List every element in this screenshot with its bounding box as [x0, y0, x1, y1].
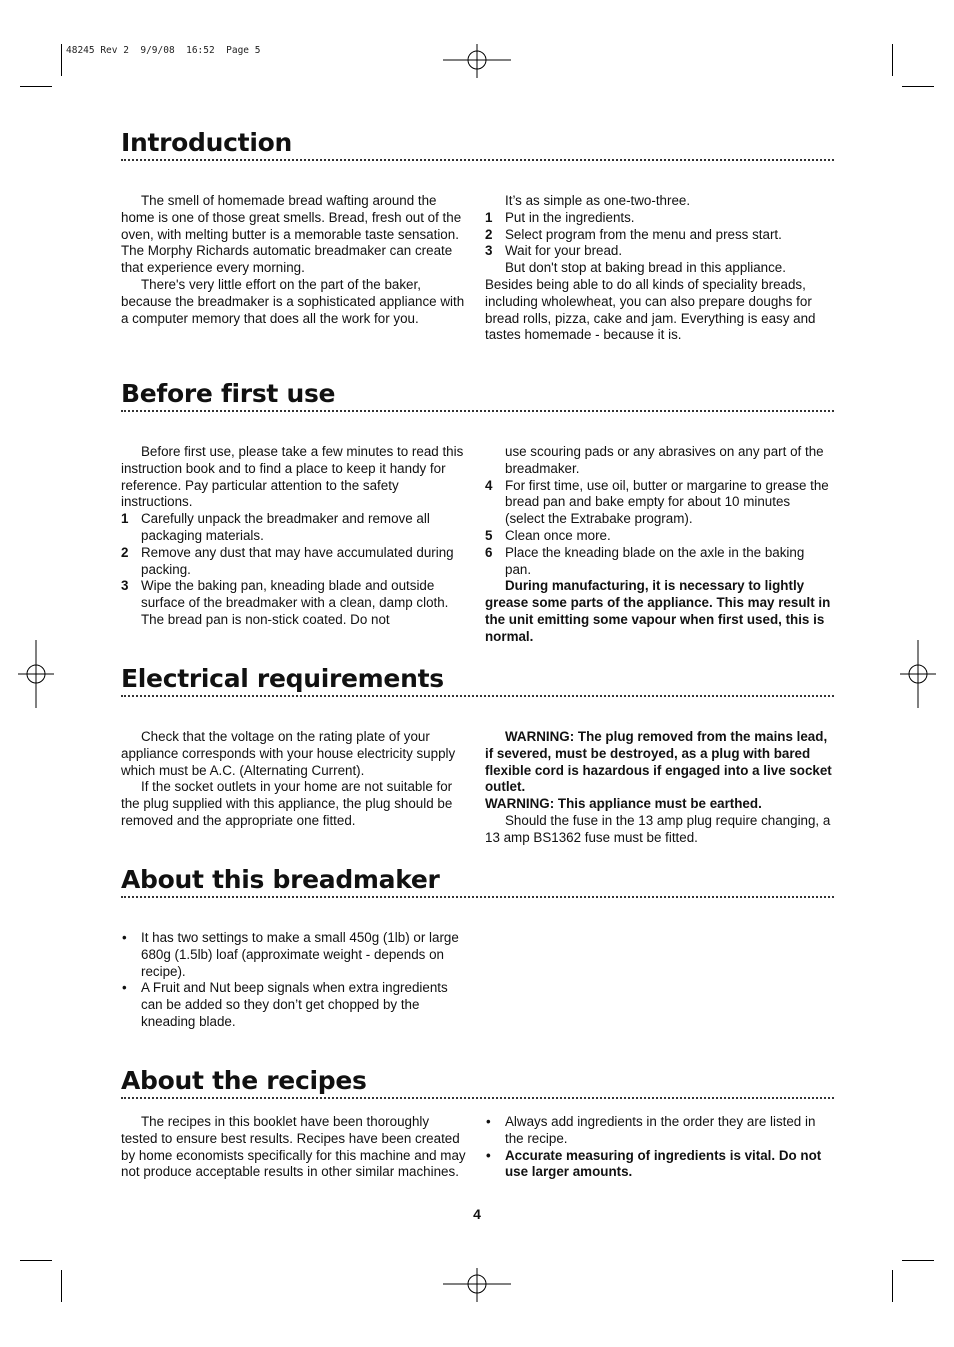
paragraph: The recipes in this booklet have been thoroughly tested to ensure best results. Recipes have been created by home economists specifically for this machine and may not produce acceptable results in other similar machines. — [121, 1114, 466, 1180]
step-number: 1 — [485, 209, 493, 225]
steps-list — [121, 511, 468, 629]
steps-list — [485, 210, 832, 260]
section-about-breadmaker — [121, 865, 834, 1029]
section-before-first-use — [121, 379, 834, 644]
list-item — [121, 545, 468, 579]
list-item — [485, 210, 832, 227]
column-left — [121, 729, 468, 830]
step-text: Wait for your bread. — [505, 243, 623, 259]
step-text: Carefully unpack the breadmaker and remove all packaging materials. — [141, 511, 430, 543]
registration-mark-right-icon — [900, 640, 936, 708]
dotted-rule — [121, 695, 834, 697]
bullet-list — [121, 930, 468, 1031]
step-number: 5 — [485, 527, 493, 543]
dotted-rule — [121, 410, 834, 412]
section-title: Before first use — [121, 379, 336, 408]
section-title: Introduction — [121, 128, 292, 157]
dotted-rule — [121, 159, 834, 161]
registration-mark-top-icon — [443, 44, 511, 78]
step-number: 4 — [485, 477, 493, 493]
warning-earthed: WARNING: This appliance must be earthed. — [485, 796, 762, 812]
step-number: 3 — [485, 243, 493, 259]
column-left — [121, 1114, 468, 1181]
crop-mark-bottom-left-h — [20, 1260, 52, 1261]
column-left — [121, 193, 468, 327]
bullet-text: It has two settings to make a small 450g (1lb) or large 680g (1.5lb) loaf (approximate weight - depends on recipe). — [141, 930, 459, 979]
step-continuation: use scouring pads or any abrasives on any part of the breadmaker. — [505, 444, 824, 476]
paragraph: It’s as simple as one-two-three. — [505, 193, 691, 208]
step-text: Wipe the baking pan, kneading blade and outside surface of the breadmaker with a clean, damp cloth. The bread pan is non-stick coated. Do not — [141, 578, 449, 627]
section-title: Electrical requirements — [121, 664, 444, 693]
list-item — [485, 478, 832, 528]
section-electrical-requirements — [121, 664, 834, 845]
paragraph: But don't stop at baking bread in this appliance. Besides being able to do all kinds of speciality breads, including wholewheat, you can also prepare doughs for bread rolls, pizza, cake and jam. Everything is easy and tastes homemade - because it is. — [485, 260, 816, 343]
step-text: Clean once more. — [505, 527, 611, 543]
crop-mark-bottom-right-h — [902, 1260, 934, 1261]
bullet-text: A Fruit and Nut beep signals when extra ingredients can be added so they don’t get chopped by the kneading blade. — [141, 980, 448, 1029]
crop-mark-top-left-v — [61, 44, 62, 76]
step-number: 6 — [485, 544, 493, 560]
section-introduction — [121, 128, 834, 343]
column-right — [485, 193, 832, 344]
section-title: About this breadmaker — [121, 865, 440, 894]
list-item — [485, 545, 832, 579]
dotted-rule — [121, 896, 834, 898]
step-text: Select program from the menu and press start. — [505, 226, 782, 242]
bullet-icon: • — [122, 980, 127, 996]
paragraph: The smell of homemade bread wafting around the home is one of those great smells. Bread, fresh out of the oven, with melting butter is a memorable taste sensation. The Morphy Richards automatic breadmaker can create that experience every morning. — [121, 193, 462, 276]
crop-mark-bottom-left-v — [61, 1270, 62, 1302]
registration-mark-bottom-icon — [443, 1268, 511, 1302]
column-left — [121, 930, 468, 1031]
list-item — [485, 528, 832, 545]
step-text: Remove any dust that may have accumulated during packing. — [141, 544, 454, 577]
column-right — [485, 444, 832, 646]
column-right — [485, 1114, 832, 1181]
list-item — [485, 1148, 832, 1182]
step-number: 3 — [121, 578, 129, 594]
paragraph: Before first use, please take a few minutes to read this instruction book and to find a place to keep it handy for reference. Pay particular attention to the safety instructions. — [121, 444, 464, 510]
crop-mark-top-right-h — [902, 86, 934, 87]
list-item — [121, 930, 468, 980]
column-right — [485, 729, 832, 847]
list-item — [485, 1114, 832, 1148]
step-text: Put in the ingredients. — [505, 209, 635, 225]
dotted-rule — [121, 1097, 834, 1099]
step-text: Place the kneading blade on the axle in the baking pan. — [505, 544, 805, 577]
paragraph: If the socket outlets in your home are not suitable for the plug supplied with this appliance, the plug should be removed and the appropriate one fitted. — [121, 779, 453, 828]
step-number: 2 — [121, 544, 129, 560]
bullet-icon: • — [486, 1114, 491, 1129]
steps-list — [485, 478, 832, 579]
paragraph: There's very little effort on the part of the baker, because the breadmaker is a sophisticated appliance with a computer memory that does all the work for you. — [121, 276, 465, 326]
bold-note: During manufacturing, it is necessary to lightly grease some parts of the appliance. This may result in the unit emitting some vapour when first used, this is normal. — [485, 578, 831, 644]
list-item — [121, 511, 468, 545]
registration-mark-left-icon — [18, 640, 54, 708]
page-number: 4 — [473, 1206, 481, 1222]
bullet-text: Accurate measuring of ingredients is vital. Do not use larger amounts. — [505, 1147, 822, 1180]
section-about-recipes — [121, 1066, 834, 1180]
print-slug: 48245 Rev 2 9/9/08 16:52 Page 5 — [66, 45, 261, 56]
list-item — [121, 578, 468, 628]
paragraph: Should the fuse in the 13 amp plug require changing, a 13 amp BS1362 fuse must be fitted. — [485, 812, 831, 845]
column-left — [121, 444, 468, 629]
bullet-icon: • — [486, 1147, 491, 1163]
crop-mark-top-left-h — [20, 86, 52, 87]
step-number: 1 — [121, 511, 129, 527]
crop-mark-bottom-right-v — [892, 1270, 893, 1302]
bullet-list — [485, 1114, 832, 1181]
list-item — [485, 243, 832, 260]
bullet-icon: • — [122, 930, 127, 945]
list-item — [485, 227, 832, 244]
bullet-text: Always add ingredients in the order they are listed in the recipe. — [505, 1114, 816, 1146]
warning-plug: WARNING: The plug removed from the mains lead, if severed, must be destroyed, as a plug with bared flexible cord is hazardous if engaged into a live socket outlet. — [485, 729, 832, 795]
section-title: About the recipes — [121, 1066, 367, 1095]
paragraph: Check that the voltage on the rating plate of your appliance corresponds with your house electricity supply which must be A.C. (Alternating Current). — [121, 729, 456, 778]
crop-mark-top-right-v — [892, 44, 893, 76]
step-number: 2 — [485, 226, 493, 242]
list-item — [121, 980, 468, 1030]
step-text: For first time, use oil, butter or margarine to grease the bread pan and bake empty for about 10 minutes (select the Extrabake program). — [505, 477, 829, 527]
